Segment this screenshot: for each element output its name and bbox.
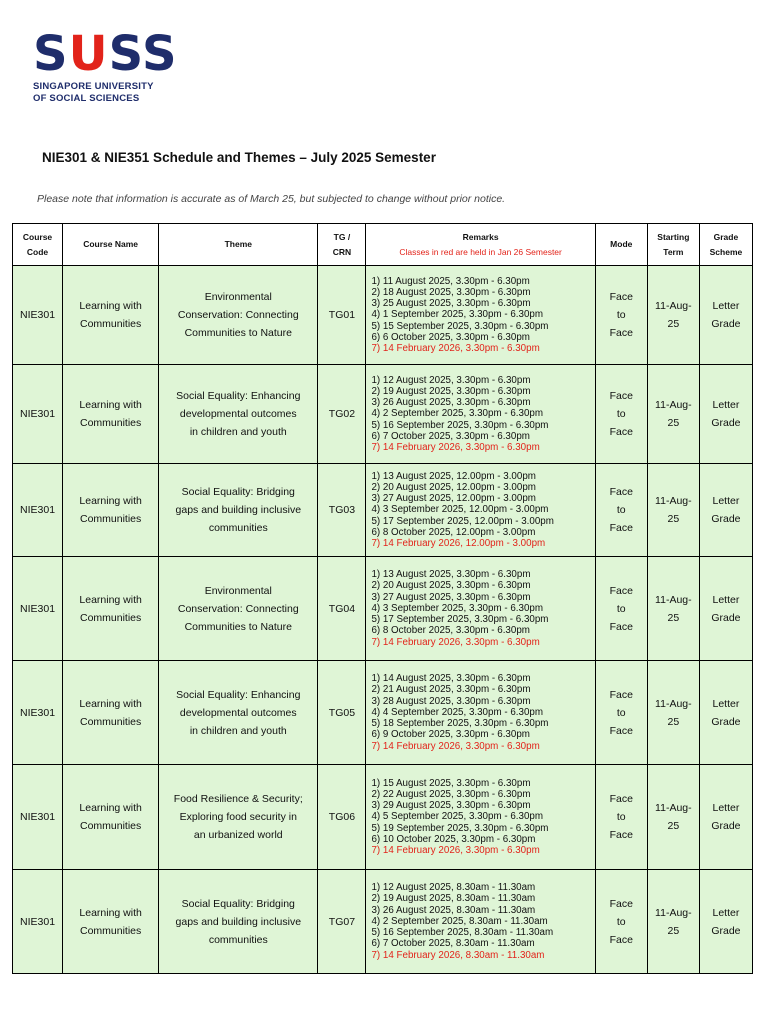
session-line: 4) 3 September 2025, 12.00pm - 3.00pm	[371, 504, 549, 516]
table-header-row	[13, 224, 753, 266]
session-line: 4) 2 September 2025, 8.30am - 11.30am	[371, 915, 548, 927]
header-course-code: Course Code	[13, 224, 63, 266]
session-line-next-semester: 7) 14 February 2026, 8.30am - 11.30am	[371, 949, 545, 961]
header-remarks-note: Classes in red are held in Jan 26 Semester	[399, 246, 562, 257]
course-code-cell: NIE301	[13, 661, 63, 765]
session-line: 5) 15 September 2025, 3.30pm - 6.30pm	[371, 320, 549, 332]
session-line: 6) 6 October 2025, 3.30pm - 6.30pm	[371, 331, 530, 343]
table-row	[13, 870, 753, 974]
session-line: 1) 12 August 2025, 3.30pm - 6.30pm	[371, 374, 531, 386]
course-code-cell: NIE301	[13, 464, 63, 557]
course-name-cell: Learning with Communities	[63, 765, 159, 870]
page-title: NIE301 & NIE351 Schedule and Themes – July 2025 Semester	[42, 150, 436, 165]
starting-term-cell: 11-Aug- 25	[647, 365, 699, 464]
grade-scheme-cell: Letter Grade	[699, 557, 752, 661]
session-line: 3) 29 August 2025, 3.30pm - 6.30pm	[371, 800, 531, 812]
session-line: 5) 16 September 2025, 8.30am - 11.30am	[371, 927, 554, 939]
header-mode: Mode	[595, 224, 647, 266]
remarks-cell	[366, 765, 595, 870]
header-course-name: Course Name	[63, 224, 159, 266]
course-name-cell: Learning with Communities	[63, 557, 159, 661]
session-line: 6) 7 October 2025, 8.30am - 11.30am	[371, 938, 535, 950]
header-remarks: Remarks Classes in red are held in Jan 26 Semester	[366, 224, 595, 266]
session-line: 5) 17 September 2025, 12.00pm - 3.00pm	[371, 515, 554, 527]
mode-cell: Face to Face	[595, 765, 647, 870]
course-name-cell: Learning with Communities	[63, 266, 159, 365]
session-line: 3) 27 August 2025, 3.30pm - 6.30pm	[371, 591, 531, 603]
course-name-cell: Learning with Communities	[63, 870, 159, 974]
table-row	[13, 661, 753, 765]
grade-scheme-cell: Letter Grade	[699, 765, 752, 870]
grade-scheme-cell: Letter Grade	[699, 266, 752, 365]
session-line: 5) 17 September 2025, 3.30pm - 6.30pm	[371, 614, 549, 626]
session-line: 4) 4 September 2025, 3.30pm - 6.30pm	[371, 706, 543, 718]
session-line-next-semester: 7) 14 February 2026, 12.00pm - 3.00pm	[371, 538, 546, 549]
tg-crn-cell: TG03	[318, 464, 366, 557]
tg-crn-cell: TG06	[318, 765, 366, 870]
suss-logo	[33, 26, 193, 105]
session-line: 6) 8 October 2025, 12.00pm - 3.00pm	[371, 526, 536, 538]
starting-term-cell: 11-Aug- 25	[647, 557, 699, 661]
course-name-cell: Learning with Communities	[63, 365, 159, 464]
remarks-cell	[366, 661, 595, 765]
session-line: 5) 18 September 2025, 3.30pm - 6.30pm	[371, 718, 549, 730]
session-line: 6) 8 October 2025, 3.30pm - 6.30pm	[371, 625, 530, 637]
starting-term-cell: 11-Aug- 25	[647, 266, 699, 365]
session-line: 5) 19 September 2025, 3.30pm - 6.30pm	[371, 822, 549, 834]
course-code-cell: NIE301	[13, 870, 63, 974]
remarks-cell	[366, 365, 595, 464]
session-line: 2) 22 August 2025, 3.30pm - 6.30pm	[371, 788, 531, 800]
session-line-next-semester: 7) 14 February 2026, 3.30pm - 6.30pm	[371, 343, 540, 354]
table-row	[13, 365, 753, 464]
table-row	[13, 464, 753, 557]
theme-cell: Environmental Conservation: Connecting Communities to Nature	[159, 557, 318, 661]
course-code-cell: NIE301	[13, 765, 63, 870]
session-line-next-semester: 7) 14 February 2026, 3.30pm - 6.30pm	[371, 636, 540, 648]
session-line: 4) 1 September 2025, 3.30pm - 6.30pm	[371, 309, 543, 321]
table-row	[13, 266, 753, 365]
tg-crn-cell: TG04	[318, 557, 366, 661]
session-line: 1) 12 August 2025, 8.30am - 11.30am	[371, 882, 536, 894]
session-line: 3) 28 August 2025, 3.30pm - 6.30pm	[371, 695, 531, 707]
course-name-cell: Learning with Communities	[63, 464, 159, 557]
session-line: 6) 9 October 2025, 3.30pm - 6.30pm	[371, 729, 530, 741]
logo-subtitle: SINGAPORE UNIVERSITY OF SOCIAL SCIENCES	[33, 81, 154, 104]
tg-crn-cell: TG07	[318, 870, 366, 974]
header-tg-crn: TG / CRN	[318, 224, 366, 266]
grade-scheme-cell: Letter Grade	[699, 464, 752, 557]
session-line: 2) 18 August 2025, 3.30pm - 6.30pm	[371, 286, 531, 298]
theme-cell: Social Equality: Bridging gaps and building inclusive communities	[159, 870, 318, 974]
session-line: 1) 11 August 2025, 3.30pm - 6.30pm	[371, 275, 530, 287]
tg-crn-cell: TG05	[318, 661, 366, 765]
logo-wordmark: SUSS	[33, 26, 178, 82]
session-line: 3) 25 August 2025, 3.30pm - 6.30pm	[371, 298, 531, 310]
theme-cell: Social Equality: Bridging gaps and building inclusive communities	[159, 464, 318, 557]
theme-cell: Social Equality: Enhancing developmental outcomes in children and youth	[159, 365, 318, 464]
session-line: 4) 3 September 2025, 3.30pm - 6.30pm	[371, 602, 543, 614]
grade-scheme-cell: Letter Grade	[699, 365, 752, 464]
session-line: 3) 27 August 2025, 12.00pm - 3.00pm	[371, 493, 536, 505]
session-line: 2) 19 August 2025, 8.30am - 11.30am	[371, 893, 536, 905]
session-line: 1) 14 August 2025, 3.30pm - 6.30pm	[371, 673, 531, 685]
remarks-cell	[366, 557, 595, 661]
course-name-cell: Learning with Communities	[63, 661, 159, 765]
session-line: 1) 13 August 2025, 3.30pm - 6.30pm	[371, 569, 531, 581]
session-line: 2) 20 August 2025, 3.30pm - 6.30pm	[371, 580, 531, 592]
header-starting-term: Starting Term	[647, 224, 699, 266]
course-code-cell: NIE301	[13, 557, 63, 661]
starting-term-cell: 11-Aug- 25	[647, 870, 699, 974]
header-grade-scheme: Grade Scheme	[699, 224, 752, 266]
session-line: 3) 26 August 2025, 3.30pm - 6.30pm	[371, 397, 531, 409]
tg-crn-cell: TG02	[318, 365, 366, 464]
session-line: 1) 13 August 2025, 12.00pm - 3.00pm	[371, 470, 536, 482]
session-line: 4) 2 September 2025, 3.30pm - 6.30pm	[371, 408, 543, 420]
remarks-cell	[366, 870, 595, 974]
session-line: 1) 15 August 2025, 3.30pm - 6.30pm	[371, 777, 531, 789]
session-line: 2) 21 August 2025, 3.30pm - 6.30pm	[371, 684, 531, 696]
session-line: 3) 26 August 2025, 8.30am - 11.30am	[371, 904, 536, 916]
session-line-next-semester: 7) 14 February 2026, 3.30pm - 6.30pm	[371, 442, 540, 453]
mode-cell: Face to Face	[595, 464, 647, 557]
session-line: 6) 7 October 2025, 3.30pm - 6.30pm	[371, 430, 530, 442]
theme-cell: Environmental Conservation: Connecting Communities to Nature	[159, 266, 318, 365]
mode-cell: Face to Face	[595, 365, 647, 464]
theme-cell: Social Equality: Enhancing developmental outcomes in children and youth	[159, 661, 318, 765]
remarks-cell	[366, 266, 595, 365]
schedule-table	[12, 223, 753, 974]
session-line-next-semester: 7) 14 February 2026, 3.30pm - 6.30pm	[371, 845, 540, 856]
starting-term-cell: 11-Aug- 25	[647, 464, 699, 557]
session-line: 2) 20 August 2025, 12.00pm - 3.00pm	[371, 481, 536, 493]
mode-cell: Face to Face	[595, 557, 647, 661]
header-theme: Theme	[159, 224, 318, 266]
session-line: 2) 19 August 2025, 3.30pm - 6.30pm	[371, 385, 531, 397]
course-code-cell: NIE301	[13, 365, 63, 464]
mode-cell: Face to Face	[595, 870, 647, 974]
session-line: 4) 5 September 2025, 3.30pm - 6.30pm	[371, 811, 543, 823]
grade-scheme-cell: Letter Grade	[699, 661, 752, 765]
course-code-cell: NIE301	[13, 266, 63, 365]
mode-cell: Face to Face	[595, 661, 647, 765]
session-line: 5) 16 September 2025, 3.30pm - 6.30pm	[371, 419, 549, 431]
tg-crn-cell: TG01	[318, 266, 366, 365]
grade-scheme-cell: Letter Grade	[699, 870, 752, 974]
table-row	[13, 557, 753, 661]
mode-cell: Face to Face	[595, 266, 647, 365]
starting-term-cell: 11-Aug- 25	[647, 765, 699, 870]
theme-cell: Food Resilience & Security; Exploring food security in an urbanized world	[159, 765, 318, 870]
starting-term-cell: 11-Aug- 25	[647, 661, 699, 765]
disclaimer-note: Please note that information is accurate as of March 25, but subjected to change without prior notice.	[37, 193, 506, 205]
table-row	[13, 765, 753, 870]
session-line-next-semester: 7) 14 February 2026, 3.30pm - 6.30pm	[371, 740, 540, 752]
remarks-cell	[366, 464, 595, 557]
session-line: 6) 10 October 2025, 3.30pm - 6.30pm	[371, 833, 536, 845]
